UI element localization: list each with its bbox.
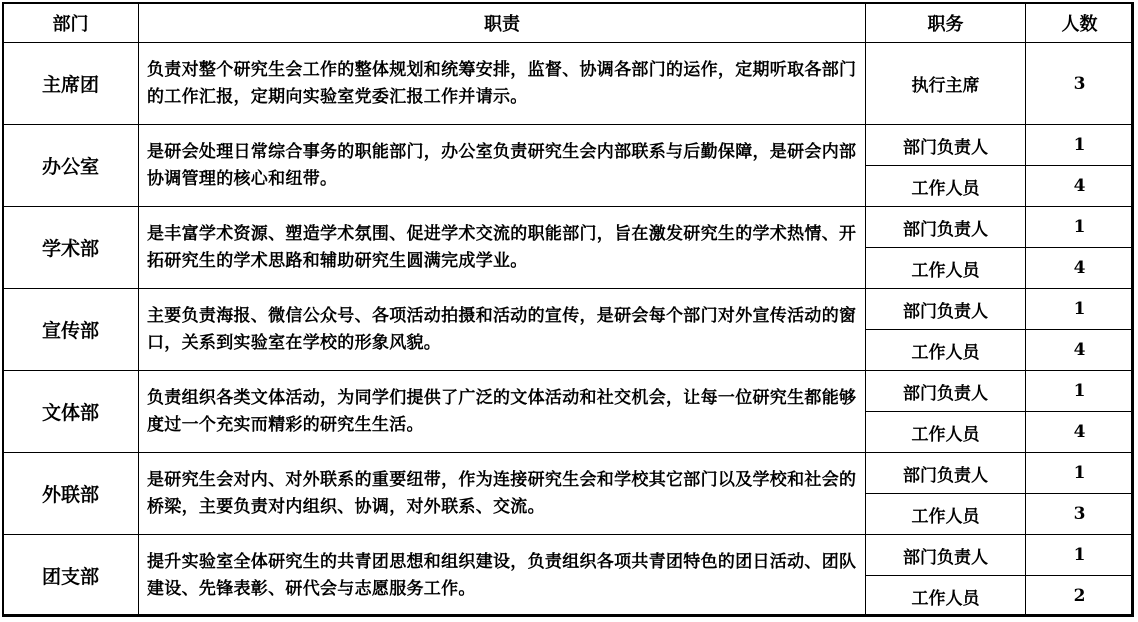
role-cell: 工作人员 (866, 166, 1026, 207)
dept-cell: 办公室 (3, 125, 139, 207)
role-cell: 工作人员 (866, 412, 1026, 453)
role-cell: 工作人员 (866, 248, 1026, 289)
role-cell: 部门负责人 (866, 289, 1026, 330)
count-cell: 1 (1026, 371, 1134, 412)
dept-cell: 主席团 (3, 43, 139, 125)
duty-cell: 负责组织各类文体活动，为同学们提供了广泛的文体活动和社交机会，让每一位研究生都能够度过一个充实而精彩的研究生生活。 (139, 371, 866, 453)
dept-cell: 学术部 (3, 207, 139, 289)
count-cell: 1 (1026, 535, 1134, 576)
header-duty: 职责 (139, 3, 866, 43)
header-dept: 部门 (3, 3, 139, 43)
dept-cell: 外联部 (3, 453, 139, 535)
dept-cell: 宣传部 (3, 289, 139, 371)
role-cell: 工作人员 (866, 576, 1026, 617)
duty-cell: 是研会处理日常综合事务的职能部门，办公室负责研究生会内部联系与后勤保障，是研会内部协调管理的核心和纽带。 (139, 125, 866, 207)
role-cell: 部门负责人 (866, 125, 1026, 166)
role-cell: 工作人员 (866, 494, 1026, 535)
duty-cell: 是研究生会对内、对外联系的重要纽带，作为连接研究生会和学校其它部门以及学校和社会的桥梁，主要负责对内组织、协调，对外联系、交流。 (139, 453, 866, 535)
count-cell: 4 (1026, 412, 1134, 453)
count-cell: 1 (1026, 207, 1134, 248)
count-cell: 3 (1026, 43, 1134, 125)
dept-cell: 文体部 (3, 371, 139, 453)
count-cell: 2 (1026, 576, 1134, 617)
header-role: 职务 (866, 3, 1026, 43)
dept-cell: 团支部 (3, 535, 139, 617)
role-cell: 部门负责人 (866, 371, 1026, 412)
count-cell: 3 (1026, 494, 1134, 535)
duty-cell: 提升实验室全体研究生的共青团思想和组织建设，负责组织各项共青团特色的团日活动、团队建设、先锋表彰、研代会与志愿服务工作。 (139, 535, 866, 617)
duty-cell: 负责对整个研究生会工作的整体规划和统筹安排，监督、协调各部门的运作，定期听取各部门的工作汇报，定期向实验室党委汇报工作并请示。 (139, 43, 866, 125)
count-cell: 4 (1026, 166, 1134, 207)
count-cell: 4 (1026, 248, 1134, 289)
role-cell: 工作人员 (866, 330, 1026, 371)
role-cell: 部门负责人 (866, 535, 1026, 576)
count-cell: 1 (1026, 289, 1134, 330)
table-outer-border (2, 2, 1133, 616)
header-count: 人数 (1026, 3, 1134, 43)
role-cell: 部门负责人 (866, 207, 1026, 248)
count-cell: 1 (1026, 125, 1134, 166)
count-cell: 1 (1026, 453, 1134, 494)
duty-cell: 是丰富学术资源、塑造学术氛围、促进学术交流的职能部门，旨在激发研究生的学术热情、开拓研究生的学术思路和辅助研究生圆满完成学业。 (139, 207, 866, 289)
role-cell: 部门负责人 (866, 453, 1026, 494)
duty-cell: 主要负责海报、微信公众号、各项活动拍摄和活动的宣传，是研会每个部门对外宣传活动的窗口，关系到实验室在学校的形象风貌。 (139, 289, 866, 371)
count-cell: 4 (1026, 330, 1134, 371)
role-cell: 执行主席 (866, 43, 1026, 125)
